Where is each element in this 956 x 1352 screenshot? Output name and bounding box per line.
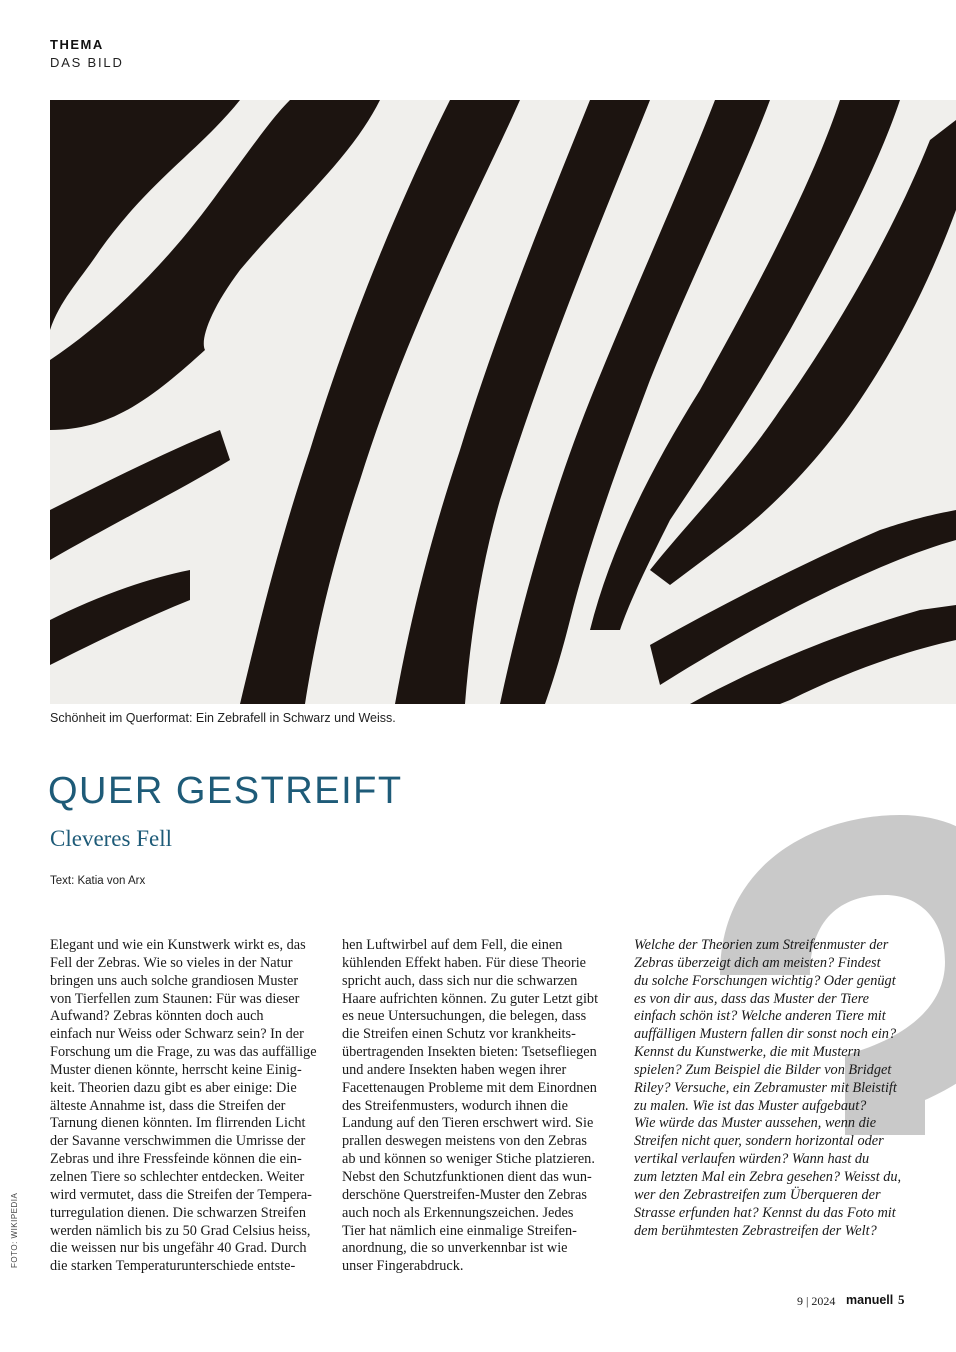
text-line: wer den Zebrastreifen zum Überqueren der bbox=[634, 1186, 881, 1203]
text-line: älteste Annahme ist, dass die Streifen der bbox=[50, 1097, 286, 1114]
text-line: des Streifenmusters, wodurch ihnen die bbox=[342, 1097, 568, 1114]
text-line: turregulation dienen. Die schwarzen Streifen bbox=[50, 1204, 307, 1221]
text-line: Strasse erfunden hat? Kennst du das Foto mit bbox=[634, 1204, 896, 1221]
text-line: und andere Insekten haben wegen ihrer bbox=[342, 1061, 567, 1078]
text-line: der Savanne verschwimmen die Umrisse der bbox=[50, 1133, 306, 1150]
text-line: prallen deswegen meistens von den Zebras bbox=[342, 1133, 587, 1150]
text-line: ab und können so weniger Stiche platzieren. bbox=[342, 1151, 595, 1168]
text-line: auffälligen Mustern fallen dir sonst noch ein? bbox=[634, 1026, 897, 1043]
article-title: QUER GESTREIFT bbox=[48, 770, 403, 812]
text-line: Aufwand? Zebras könnten doch auch bbox=[50, 1008, 264, 1025]
text-line: du solche Forschungen wichtig? Oder genügt bbox=[634, 972, 896, 989]
body-column-2 bbox=[342, 937, 612, 1276]
text-line: einfach schön ist? Welche anderen Tiere mit bbox=[634, 1008, 886, 1025]
text-line: wird vermutet, dass die Streifen der Tempera- bbox=[50, 1186, 312, 1203]
text-line: Kennst du Kunstwerke, die mit Mustern bbox=[634, 1044, 861, 1061]
kicker: THEMA bbox=[50, 37, 104, 52]
text-line: Elegant und wie ein Kunstwerk wirkt es, das bbox=[50, 937, 306, 953]
text-line: es von dir aus, dass das Muster der Tiere bbox=[634, 990, 869, 1007]
text-line: keit. Theorien dazu gibt es aber einige: Die bbox=[50, 1079, 297, 1096]
text-line: Welche der Theorien zum Streifenmuster der bbox=[634, 937, 889, 953]
text-line: dem berühmtesten Zebrastreifen der Welt? bbox=[634, 1222, 877, 1239]
text-line: Riley? Versuche, ein Zebramuster mit Bleistift bbox=[634, 1079, 897, 1096]
text-line: vertikal verlaufen würden? Wann hast du bbox=[634, 1151, 870, 1168]
text-line: Haare aufrichten können. Zu guter Letzt gibt bbox=[342, 990, 599, 1007]
text-line: Fell der Zebras. Wie so vieles in der Natur bbox=[50, 954, 293, 971]
text-line: einfach nur Weiss oder Schwarz sein? In der bbox=[50, 1026, 304, 1043]
text-line: zum letzten Mal ein Zebra gesehen? Weisst du, bbox=[634, 1168, 902, 1185]
article-subtitle: Cleveres Fell bbox=[50, 826, 172, 851]
text-line: es neue Untersuchungen, die belegen, dass bbox=[342, 1008, 587, 1025]
text-line: Streifen nicht quer, sondern horizontal oder bbox=[634, 1133, 884, 1150]
text-line: werden nämlich bis zu 50 Grad Celsius heiss, bbox=[50, 1222, 311, 1239]
text-line: zu malen. Wie ist das Muster aufgebaut? bbox=[634, 1097, 867, 1114]
text-line: Landung auf den Tieren erschwert wird. Sie bbox=[342, 1115, 594, 1132]
text-line: Tier hat nämlich eine einmalige Streifen- bbox=[342, 1222, 577, 1239]
text-line: die Streifen einen Schutz vor krankheits- bbox=[342, 1026, 576, 1043]
text-line: anordnung, die so unverkennbar ist wie bbox=[342, 1240, 568, 1257]
magazine-brand: manuell bbox=[846, 1293, 894, 1307]
text-line: kühlenden Effekt haben. Für diese Theorie bbox=[342, 954, 587, 971]
photo-caption: Schönheit im Querformat: Ein Zebrafell in Schwarz und Weiss. bbox=[50, 711, 396, 725]
text-line: Tarnung dienen könnten. Im flirrenden Licht bbox=[50, 1115, 306, 1132]
text-line: zelnen Tiere so schlechter entdecken. Weiter bbox=[50, 1168, 305, 1185]
photo-credit: FOTO: WIKIPEDIA bbox=[10, 1192, 19, 1268]
text-line: auch noch als Erkennungszeichen. Jedes bbox=[342, 1204, 574, 1221]
text-line: Muster dienen könnte, herrscht keine Einig- bbox=[50, 1061, 302, 1078]
text-line: hen Luftwirbel auf dem Fell, die einen bbox=[342, 937, 563, 953]
text-line: derschöne Querstreifen-Muster den Zebras bbox=[342, 1186, 587, 1203]
text-line: spielen? Zum Beispiel die Bilder von Bridget bbox=[634, 1061, 892, 1078]
text-line: unser Fingerabdruck. bbox=[342, 1258, 464, 1275]
text-line: Nebst den Schutzfunktionen dient das wun- bbox=[342, 1168, 592, 1185]
text-line: die weissen nur bis ungefähr 40 Grad. Durch bbox=[50, 1240, 307, 1257]
section-label: DAS BILD bbox=[50, 55, 124, 70]
text-line: Wie würde das Muster aussehen, wenn die bbox=[634, 1115, 877, 1132]
text-line: Zebras und ihre Fressfeinde können die ein- bbox=[50, 1151, 302, 1168]
byline: Text: Katia von Arx bbox=[50, 875, 146, 887]
page-number: 5 bbox=[898, 1292, 905, 1307]
text-line: von Tierfellen zum Staunen: Für was dieser bbox=[50, 990, 300, 1007]
text-line: Facettenaugen Probleme mit dem Einordnen bbox=[342, 1079, 597, 1096]
text-line: Forschung um die Frage, zu was das auffällige bbox=[50, 1044, 317, 1061]
body-column-1 bbox=[50, 937, 320, 1276]
zebra-photo bbox=[50, 100, 956, 704]
text-line: bringen uns auch solche grandiosen Muster bbox=[50, 972, 299, 989]
issue-number: 9 | 2024 bbox=[797, 1294, 836, 1308]
text-line: spricht auch, dass sich nur die schwarzen bbox=[342, 972, 578, 989]
questions-column bbox=[634, 937, 924, 1240]
text-line: Zebras überzeigt dich am meisten? Findest bbox=[634, 954, 881, 971]
text-line: die starken Temperaturunterschiede entste- bbox=[50, 1258, 296, 1275]
text-line: übertragenden Insekten bieten: Tsetsefliegen bbox=[342, 1044, 597, 1061]
